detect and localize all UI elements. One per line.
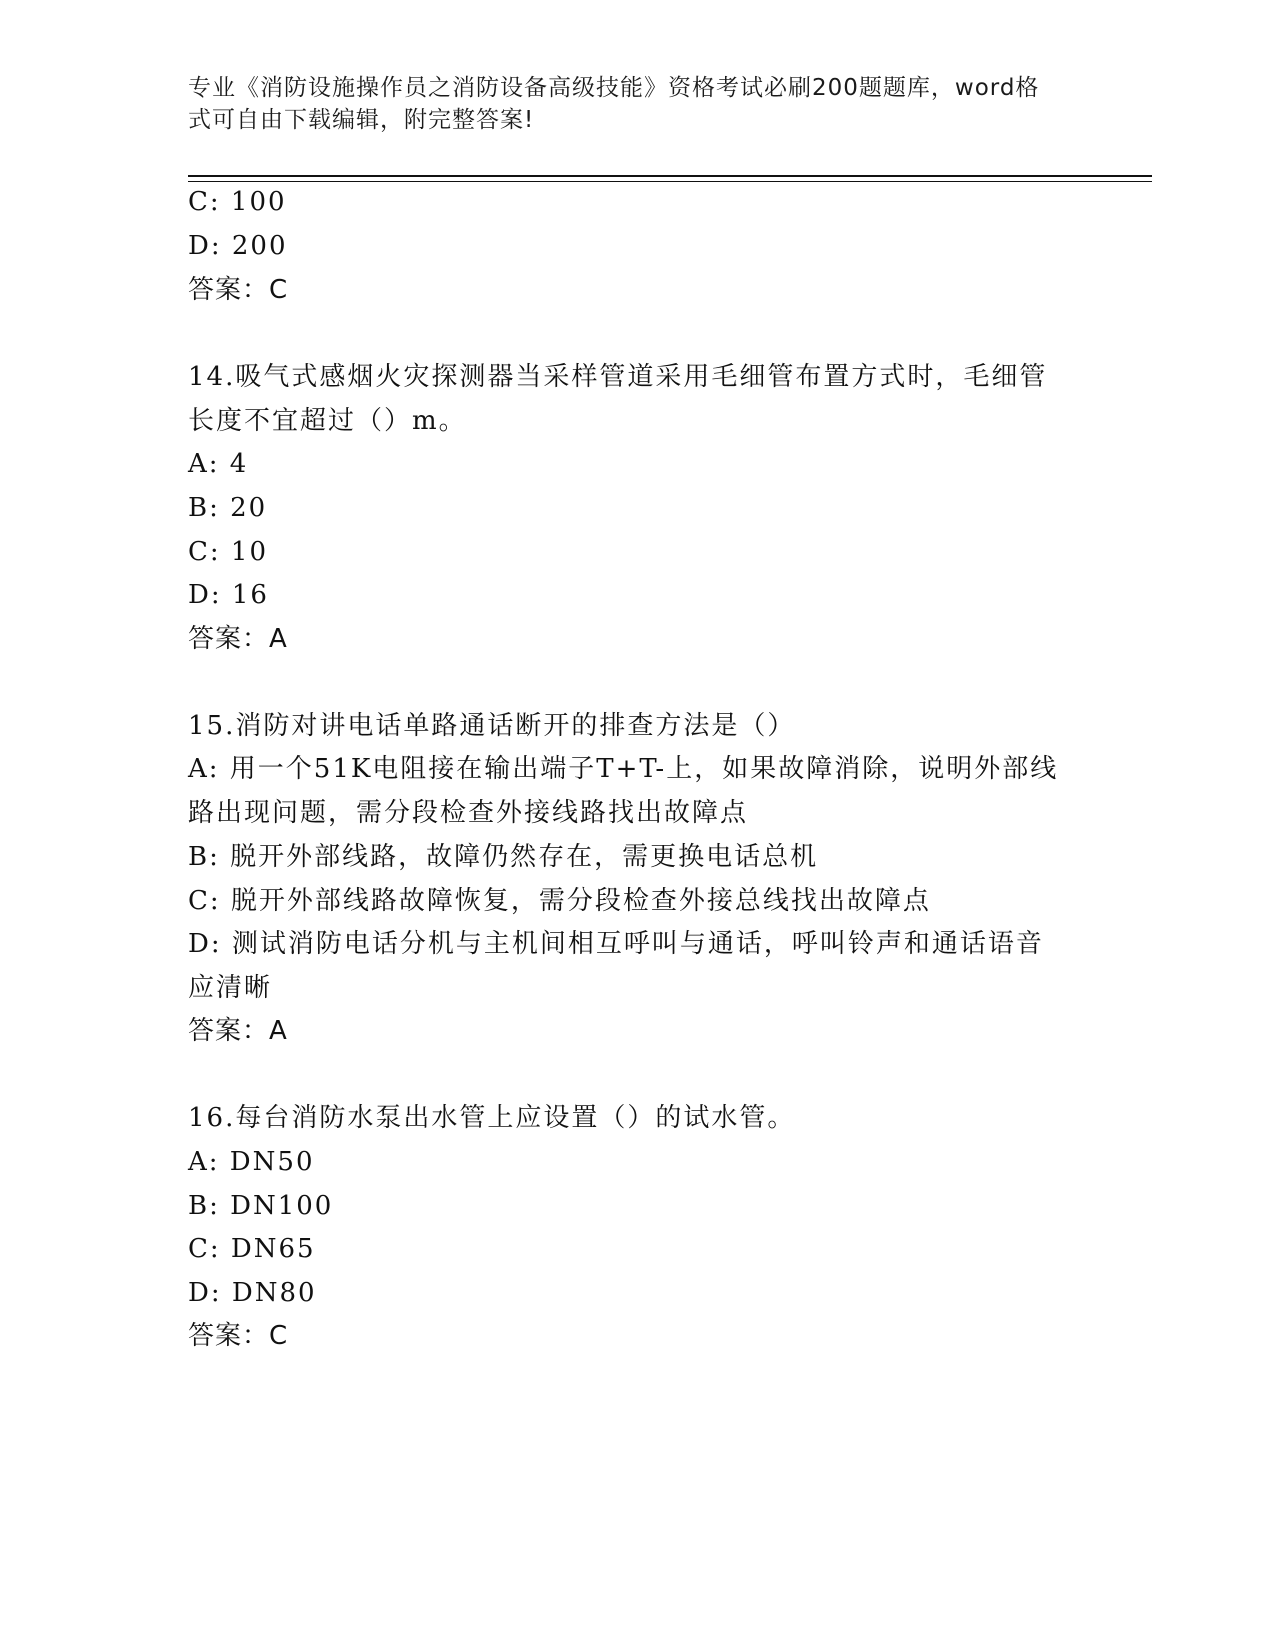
q13-answer: 答案：C bbox=[188, 275, 289, 305]
q14-stem-line-2: 长度不宜超过（）m。 bbox=[188, 406, 467, 436]
q16-stem: 16.每台消防水泵出水管上应设置（）的试水管。 bbox=[188, 1103, 796, 1133]
q14-option-a: A: 4 bbox=[188, 449, 249, 479]
q15-option-a-line-2: 路出现问题，需分段检查外接线路找出故障点 bbox=[188, 798, 749, 828]
header-divider-thin bbox=[188, 181, 1152, 182]
q13-option-d: D: 200 bbox=[188, 231, 288, 261]
q15-answer: 答案：A bbox=[188, 1016, 288, 1046]
q16-option-a: A: DN50 bbox=[188, 1147, 315, 1177]
q14-stem-line-1: 14.吸气式感烟火灾探测器当采样管道采用毛细管布置方式时，毛细管 bbox=[188, 362, 1048, 392]
q15-option-d-line-2: 应清晰 bbox=[188, 973, 273, 1003]
header-divider-thick bbox=[188, 175, 1152, 177]
q15-option-a-line-1: A: 用一个51K电阻接在输出端子T+T-上，如果故障消除，说明外部线 bbox=[188, 754, 1059, 784]
document-header bbox=[188, 72, 1068, 136]
q15-option-b: B: 脱开外部线路，故障仍然存在，需更换电话总机 bbox=[188, 842, 819, 872]
q14-option-b: B: 20 bbox=[188, 493, 268, 523]
q16-answer: 答案：C bbox=[188, 1321, 289, 1351]
header-title-line-2: 式可自由下载编辑，附完整答案! bbox=[188, 107, 535, 133]
q14-option-d: D: 16 bbox=[188, 580, 269, 610]
q16-option-d: D: DN80 bbox=[188, 1278, 317, 1308]
q15-option-c: C: 脱开外部线路故障恢复，需分段检查外接总线找出故障点 bbox=[188, 886, 931, 916]
q13-option-c: C: 100 bbox=[188, 187, 287, 217]
q14-option-c: C: 10 bbox=[188, 537, 269, 567]
q15-stem: 15.消防对讲电话单路通话断开的排查方法是（） bbox=[188, 711, 796, 741]
q14-answer: 答案：A bbox=[188, 624, 288, 654]
q16-option-b: B: DN100 bbox=[188, 1191, 334, 1221]
q16-option-c: C: DN65 bbox=[188, 1234, 316, 1264]
q15-option-d-line-1: D: 测试消防电话分机与主机间相互呼叫与通话，呼叫铃声和通话语音 bbox=[188, 929, 1044, 959]
header-title-line-1: 专业《消防设施操作员之消防设备高级技能》资格考试必刷200题题库，word格 bbox=[188, 75, 1040, 101]
